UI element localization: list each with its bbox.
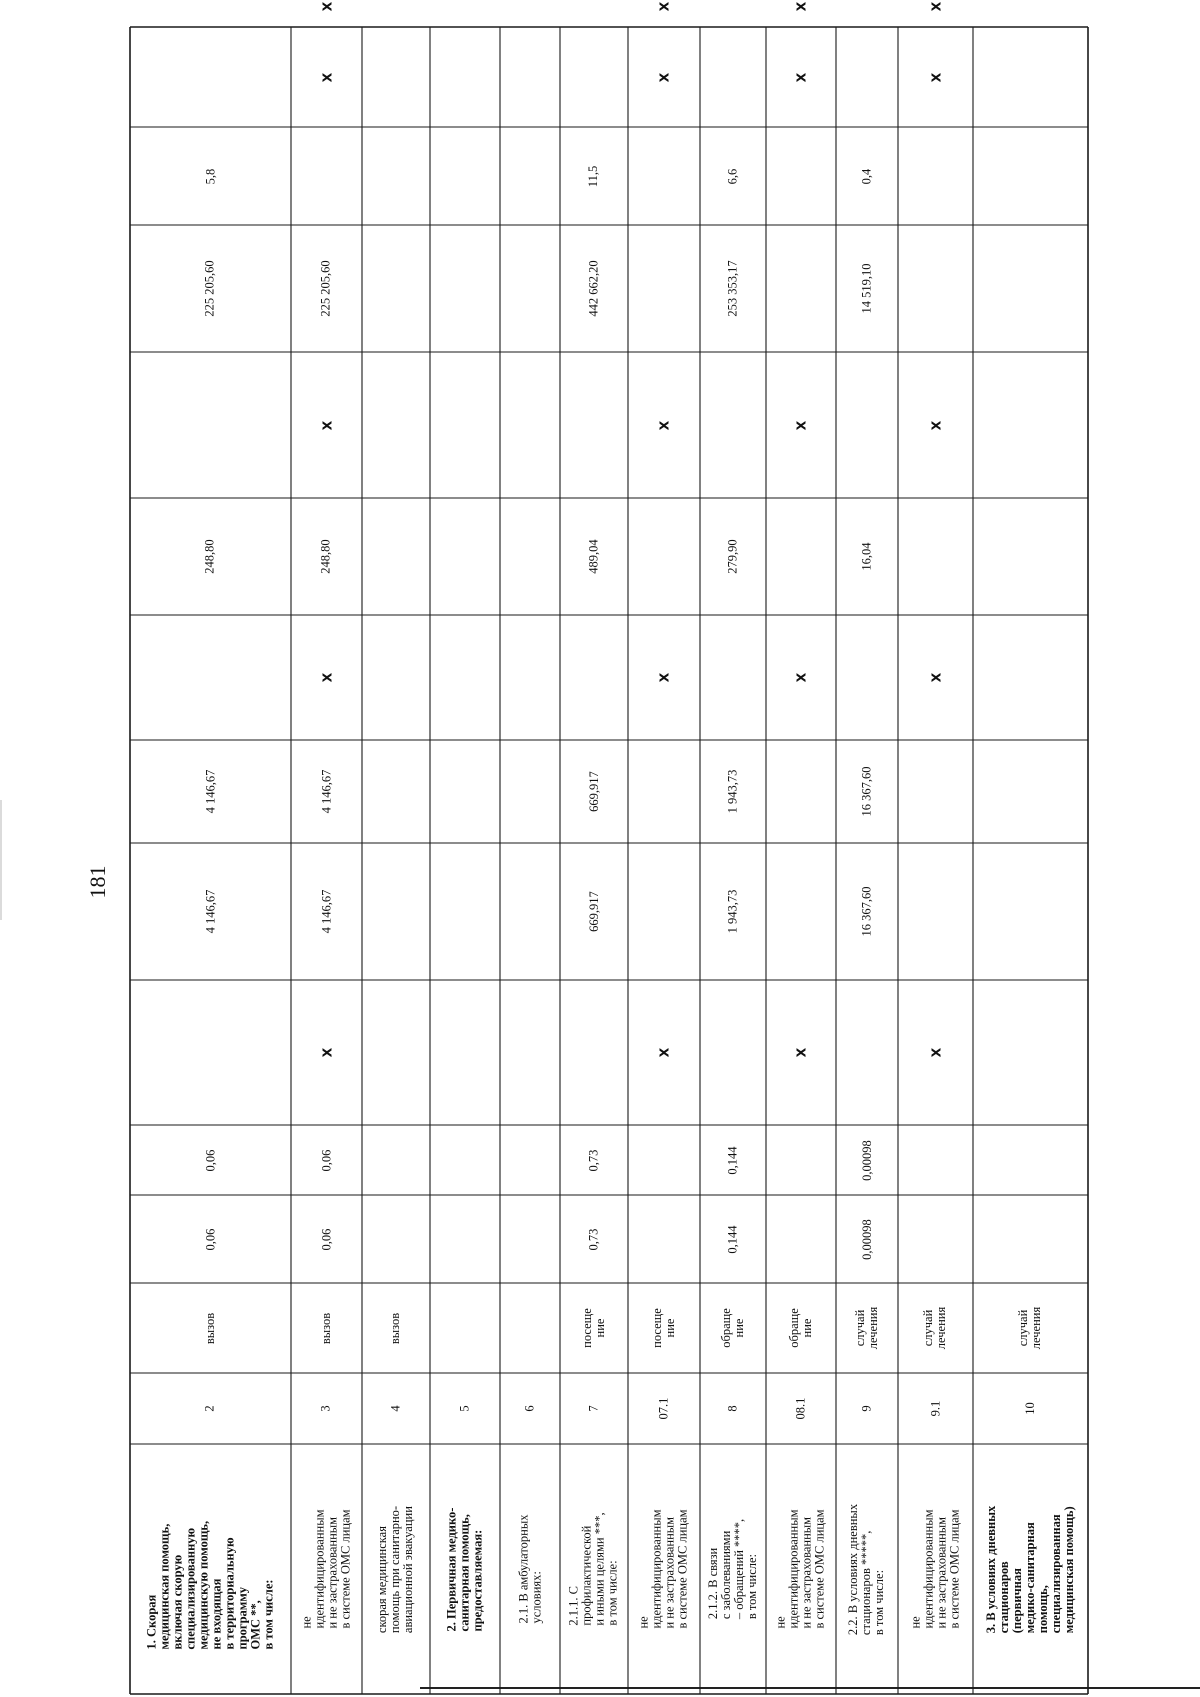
value-text: 0,06: [319, 1228, 333, 1250]
table-cell: [430, 615, 500, 740]
not-applicable-mark: X: [927, 1047, 943, 1058]
table-cell: [700, 127, 766, 225]
table-cell: [766, 980, 836, 1125]
table-cell: [836, 127, 898, 225]
table-cell: [291, 127, 362, 225]
table-cell: [973, 980, 1088, 1125]
table-cell: [628, 127, 700, 225]
value-text: 4 146,67: [203, 889, 217, 934]
not-applicable-mark: X: [318, 72, 334, 82]
row-number: 7: [586, 1405, 601, 1412]
table-cell: [500, 615, 560, 740]
table-cell: [430, 498, 500, 615]
row-number: 3: [319, 1405, 333, 1412]
row-label-cell: [700, 1444, 766, 1694]
table-cell: [560, 740, 628, 843]
table-cell: [898, 27, 973, 127]
table-cell: [362, 1373, 430, 1444]
table-cell: [430, 27, 500, 127]
table-cell: [973, 1195, 1088, 1283]
row-label: 2.2. В условиях дневных стационаров *****, в том числе:: [846, 1503, 887, 1635]
table-cell: [836, 27, 898, 127]
table-cell: [130, 225, 291, 352]
table-cell: [130, 740, 291, 843]
table-cell: [362, 843, 430, 980]
not-applicable-mark: X: [793, 420, 809, 430]
table-cell: [898, 1373, 973, 1444]
row-label-cell: [898, 1444, 973, 1694]
table-cell: [560, 352, 628, 498]
table-cell: [973, 127, 1088, 225]
table-cell: [973, 1283, 1088, 1373]
value-text: 225 205,60: [319, 260, 333, 317]
row-number: 8: [725, 1405, 740, 1412]
unit-label: обраще ние: [787, 1308, 814, 1348]
table-cell: [973, 225, 1088, 352]
row-label-cell: [130, 1444, 291, 1694]
not-applicable-mark: X: [656, 1, 672, 12]
table-cell: [430, 1283, 500, 1373]
table-cell: [130, 1283, 291, 1373]
row-label: 2.1.1. С профилактической и иными целями ***, в том числе:: [567, 1512, 620, 1626]
table-cell: [500, 740, 560, 843]
table-cell: [130, 615, 291, 740]
unit-label: посеще ние: [650, 1308, 677, 1348]
table-cell: [500, 1283, 560, 1373]
value-text: 0,06: [319, 1149, 333, 1171]
table-cell: [291, 27, 362, 127]
row-label: не идентифицированным и не застрахованным в системе ОМС лицам: [774, 1509, 827, 1629]
table-cell: [836, 225, 898, 352]
table-cell: [628, 1373, 700, 1444]
value-text: 248,80: [203, 539, 217, 574]
value-text: 0,06: [203, 1228, 217, 1250]
table-cell: [430, 1125, 500, 1195]
table-cell: [700, 498, 766, 615]
table-cell: [628, 615, 700, 740]
table-cell: [973, 843, 1088, 980]
not-applicable-mark: X: [656, 672, 672, 683]
not-applicable-mark: X: [318, 420, 334, 430]
table-cell: [700, 615, 766, 740]
value-text: 0,06: [203, 1149, 217, 1171]
table-cell: [766, 498, 836, 615]
row-label: 3. В условиях дневных стационаров (первичная медико-санитарная помощь, специализированная медицинская помощь): [984, 1505, 1076, 1633]
table-cell: [560, 1283, 628, 1373]
table-cell: [500, 1373, 560, 1444]
table-cell: [560, 1195, 628, 1283]
row-label: 2. Первичная медико- санитарная помощь, предоставляемая:: [444, 1507, 485, 1631]
row-number: 5: [457, 1405, 472, 1412]
table-cell: [836, 980, 898, 1125]
value-text: 253 353,17: [725, 260, 740, 317]
not-applicable-mark: X: [793, 672, 809, 683]
table-cell: [836, 352, 898, 498]
table-cell: [628, 1283, 700, 1373]
not-applicable-mark: X: [656, 420, 672, 430]
row-label: 2.1.2. В связи с заболеваниями – обращений ****, в том числе:: [706, 1518, 759, 1620]
table-cell: [560, 498, 628, 615]
table-cell: [430, 980, 500, 1125]
table-cell: [560, 1373, 628, 1444]
table-cell: [362, 1195, 430, 1283]
table-cell: [500, 127, 560, 225]
table-cell: [836, 740, 898, 843]
table-cell: [500, 225, 560, 352]
row-number: 9.1: [928, 1400, 942, 1417]
table-cell: [291, 740, 362, 843]
row-label-cell: [291, 1444, 362, 1694]
table-cell: [898, 127, 973, 225]
row-label-cell: [362, 1444, 430, 1694]
table-cell: [291, 1125, 362, 1195]
table-cell: [836, 615, 898, 740]
table-cell: [836, 1283, 898, 1373]
row-number: 9: [859, 1405, 874, 1412]
table-cell: [973, 1125, 1088, 1195]
table-cell: [362, 740, 430, 843]
table-cell: [973, 615, 1088, 740]
value-text: 11,5: [586, 165, 601, 187]
table-cell: [130, 980, 291, 1125]
unit-label: вызов: [202, 1312, 217, 1344]
unit-label: обраще ние: [719, 1308, 746, 1348]
table-cell: [500, 352, 560, 498]
table-cell: [836, 1195, 898, 1283]
value-text: 14 519,10: [859, 263, 874, 314]
table-cell: [766, 352, 836, 498]
row-label-cell: [836, 1444, 898, 1694]
table-cell: [700, 27, 766, 127]
table-cell: [430, 1373, 500, 1444]
table-cell: [766, 27, 836, 127]
value-text: 16 367,60: [859, 766, 874, 817]
table-cell: [628, 1125, 700, 1195]
table-cell: [700, 740, 766, 843]
table-cell: [362, 498, 430, 615]
value-text: 16 367,60: [859, 886, 874, 937]
table-cell: [628, 980, 700, 1125]
table-cell: [628, 0, 700, 13]
table-cell: [628, 352, 700, 498]
value-text: 669,917: [586, 891, 601, 932]
table-cell: [766, 1283, 836, 1373]
table-cell: [362, 352, 430, 498]
value-text: 1 943,73: [725, 769, 740, 814]
row-number: 08.1: [793, 1397, 808, 1420]
table-cell: [560, 1125, 628, 1195]
table-cell: [130, 1195, 291, 1283]
table-cell: [291, 225, 362, 352]
value-text: 5,8: [203, 168, 217, 184]
table-cell: [700, 980, 766, 1125]
table-cell: [766, 0, 836, 13]
table-cell: [766, 225, 836, 352]
table-cell: [291, 615, 362, 740]
table-cell: [628, 225, 700, 352]
value-text: 442 662,20: [586, 260, 601, 317]
row-label-cell: [560, 1444, 628, 1694]
value-text: 4 146,67: [319, 769, 333, 814]
value-text: 669,917: [586, 771, 601, 812]
not-applicable-mark: X: [793, 1, 809, 12]
row-label: не идентифицированным и не застрахованным в системе ОМС лицам: [908, 1509, 962, 1629]
table-cell: [898, 740, 973, 843]
table-cell: [898, 0, 973, 13]
table-cell: [700, 843, 766, 980]
table-cell: [560, 127, 628, 225]
table-cell: [766, 615, 836, 740]
table-cell: [766, 1125, 836, 1195]
table-cell: [560, 843, 628, 980]
table-cell: [560, 615, 628, 740]
table-cell: [898, 225, 973, 352]
row-label-cell: [500, 1444, 560, 1694]
table-cell: [628, 498, 700, 615]
table-cell: [836, 1373, 898, 1444]
table-cell: [500, 27, 560, 127]
row-number: 4: [388, 1405, 403, 1412]
table-cell: [362, 225, 430, 352]
unit-label: случай лечения: [852, 1306, 880, 1350]
value-text: 0,73: [586, 1149, 601, 1171]
table-cell: [700, 352, 766, 498]
not-applicable-mark: X: [927, 1, 943, 12]
not-applicable-mark: X: [656, 1047, 672, 1058]
table-cell: [973, 1373, 1088, 1444]
table-cell: [430, 352, 500, 498]
table-cell: [291, 1373, 362, 1444]
table-cell: [560, 980, 628, 1125]
table-cell: [836, 1125, 898, 1195]
table-cell: [973, 740, 1088, 843]
not-applicable-mark: X: [656, 72, 672, 82]
table-cell: [291, 1195, 362, 1283]
table-cell: [898, 1195, 973, 1283]
table-cell: [700, 1373, 766, 1444]
row-number: 2: [203, 1405, 217, 1412]
table-cell: [500, 498, 560, 615]
table-cell: [898, 980, 973, 1125]
row-label-cell: [430, 1444, 500, 1694]
value-text: 16,04: [859, 542, 874, 571]
unit-label: случай лечения: [1016, 1306, 1044, 1350]
value-text: 248,80: [319, 539, 333, 574]
table-cell: [560, 27, 628, 127]
value-text: 0,144: [725, 1145, 740, 1175]
table-cell: [430, 843, 500, 980]
row-number: 10: [1023, 1402, 1037, 1415]
table-cell: [291, 0, 362, 13]
table-cell: [628, 1195, 700, 1283]
table-cell: [628, 27, 700, 127]
table-cell: [130, 27, 291, 127]
table-cell: [291, 352, 362, 498]
table-cell: [291, 980, 362, 1125]
table-cell: [973, 352, 1088, 498]
table-cell: [362, 980, 430, 1125]
value-text: 0,144: [725, 1224, 740, 1254]
value-text: 279,90: [725, 539, 740, 574]
not-applicable-mark: X: [793, 72, 809, 82]
table-cell: [130, 1125, 291, 1195]
unit-label: случай лечения: [921, 1306, 949, 1350]
row-label: скорая медицинская помощь при санитарно- авиационной эвакуации: [375, 1505, 416, 1633]
table-cell: [766, 1373, 836, 1444]
value-text: 489,04: [586, 539, 601, 574]
table-cell: [500, 1195, 560, 1283]
table-cell: [430, 225, 500, 352]
table-cell: [898, 615, 973, 740]
table-cell: [430, 1195, 500, 1283]
table-cell: [836, 843, 898, 980]
table-cell: [362, 1125, 430, 1195]
not-applicable-mark: X: [318, 672, 334, 683]
value-text: 1 943,73: [725, 889, 740, 934]
table-cell: [430, 740, 500, 843]
page-number-text: 181: [85, 865, 110, 899]
table-cell: [130, 498, 291, 615]
table-cell: [700, 1195, 766, 1283]
table-cell: [362, 1283, 430, 1373]
table-cell: [898, 352, 973, 498]
not-applicable-mark: X: [318, 1, 334, 12]
unit-label: вызов: [388, 1312, 403, 1344]
table-cell: [973, 498, 1088, 615]
table-cell: [898, 498, 973, 615]
table-cell: [766, 127, 836, 225]
unit-label: вызов: [318, 1312, 333, 1344]
table-cell: [898, 1283, 973, 1373]
row-number: 07.1: [656, 1397, 671, 1420]
row-label: не идентифицированным и не застрахованным в системе ОМС лицам: [637, 1509, 690, 1629]
value-text: 6,6: [725, 168, 740, 184]
table-cell: [700, 225, 766, 352]
value-text: 4 146,67: [203, 769, 217, 814]
value-text: 0,73: [586, 1228, 601, 1250]
table-cell: [560, 225, 628, 352]
table-cell: [291, 1283, 362, 1373]
table-cell: [130, 352, 291, 498]
table-cell: [130, 127, 291, 225]
value-text: 0,4: [859, 168, 874, 184]
table-cell: [700, 1283, 766, 1373]
not-applicable-mark: X: [927, 672, 943, 683]
table-cell: [500, 980, 560, 1125]
table-cell: [130, 843, 291, 980]
table-cell: [130, 1373, 291, 1444]
not-applicable-mark: X: [318, 1047, 334, 1058]
table-cell: [362, 127, 430, 225]
value-text: 0,00098: [859, 1139, 874, 1181]
table-cell: [766, 843, 836, 980]
table-cell: [628, 740, 700, 843]
row-label: 2.1. В амбулаторных условиях:: [516, 1514, 544, 1624]
not-applicable-mark: X: [793, 1047, 809, 1058]
value-text: 0,00098: [859, 1218, 874, 1260]
table-cell: [898, 843, 973, 980]
table-cell: [836, 498, 898, 615]
row-label-cell: [628, 1444, 700, 1694]
row-label-cell: [973, 1444, 1088, 1694]
table-cell: [500, 1125, 560, 1195]
table-cell: [973, 27, 1088, 127]
table-cell: [291, 498, 362, 615]
value-text: 4 146,67: [319, 889, 333, 934]
table-cell: [700, 1125, 766, 1195]
table-cell: [291, 843, 362, 980]
row-label: не идентифицированным и не застрахованным в системе ОМС лицам: [299, 1509, 353, 1629]
table-cell: [766, 1195, 836, 1283]
unit-label: посеще ние: [580, 1308, 607, 1348]
table-cell: [628, 843, 700, 980]
table-cell: [500, 843, 560, 980]
row-label-cell: [766, 1444, 836, 1694]
not-applicable-mark: X: [927, 420, 943, 430]
row-label: 1. Скорая медицинская помощь, включая скорую специализированную медицинскую помощь, не входящая в территориальную программу ОМС **, в том числе:: [144, 1520, 276, 1650]
not-applicable-mark: X: [927, 72, 943, 82]
table-cell: [898, 1125, 973, 1195]
table-cell: [430, 127, 500, 225]
table-cell: [766, 740, 836, 843]
table-cell: [362, 615, 430, 740]
row-number: 6: [522, 1405, 537, 1412]
value-text: 225 205,60: [203, 260, 217, 317]
table-cell: [362, 27, 430, 127]
